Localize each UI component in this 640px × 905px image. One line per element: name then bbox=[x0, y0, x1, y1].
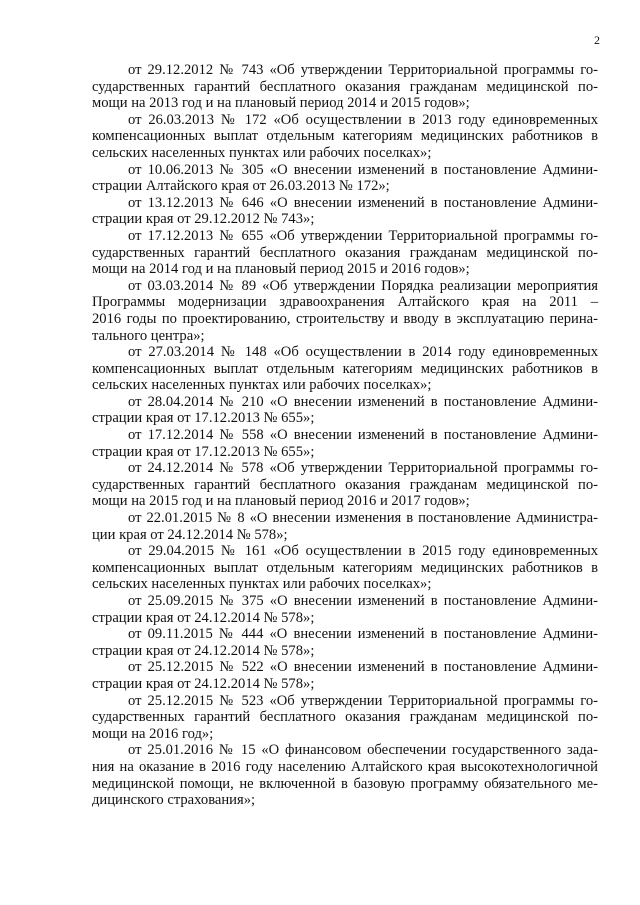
entry-line: компенсационных выплат отдельным категориям медицинских работников в bbox=[92, 360, 598, 377]
decree-entry bbox=[92, 162, 598, 195]
entry-line: от 28.04.2014 № 210 «О внесении изменений в постановление Админи- bbox=[128, 393, 598, 410]
entry-line: от 25.12.2015 № 523 «Об утверждении Территориальной программы го- bbox=[128, 692, 598, 709]
entry-line: сельских населенных пунктах или рабочих поселках»; bbox=[92, 576, 432, 593]
decree-entry bbox=[92, 659, 598, 692]
decree-entry bbox=[92, 510, 598, 543]
entry-line: от 13.12.2013 № 646 «О внесении изменений в постановление Админи- bbox=[128, 194, 598, 211]
entry-line: медицинской помощи, не включенной в базовую программу обязательного ме- bbox=[92, 775, 598, 792]
decree-entry bbox=[92, 693, 598, 743]
entry-line: сельских населенных пунктах или рабочих поселках»; bbox=[92, 377, 432, 394]
entry-line: страции края от 29.12.2012 № 743»; bbox=[92, 211, 315, 228]
entry-line: от 22.01.2015 № 8 «О внесении изменения в постановление Администра- bbox=[128, 510, 598, 527]
entry-line: от 29.12.2012 № 743 «Об утверждении Территориальной программы го- bbox=[128, 62, 598, 78]
decree-entry bbox=[92, 460, 598, 510]
document-body bbox=[92, 62, 598, 809]
entry-line: от 17.12.2013 № 655 «Об утверждении Территориальной программы го- bbox=[128, 227, 598, 244]
entry-line: мощи на 2014 год и на плановый период 2015 и 2016 годов»; bbox=[92, 261, 470, 278]
entry-line: от 25.12.2015 № 522 «О внесении изменений в постановление Админи- bbox=[128, 659, 598, 676]
entry-line: мощи на 2016 год»; bbox=[92, 725, 214, 742]
decree-entry bbox=[92, 278, 598, 344]
entry-line: страции края от 17.12.2013 № 655»; bbox=[92, 443, 315, 460]
entry-line: сельских населенных пунктах или рабочих поселках»; bbox=[92, 144, 432, 161]
entry-line: ции края от 24.12.2014 № 578»; bbox=[92, 526, 288, 543]
entry-line: компенсационных выплат отдельным категориям медицинских работников в bbox=[92, 559, 598, 576]
entry-line: от 25.09.2015 № 375 «О внесении изменений в постановление Админи- bbox=[128, 593, 598, 609]
decree-entry bbox=[92, 62, 598, 112]
decree-entry bbox=[92, 195, 598, 228]
entry-line: страции края от 17.12.2013 № 655»; bbox=[92, 410, 315, 427]
page-number: 2 bbox=[594, 33, 600, 47]
entry-line: от 29.04.2015 № 161 «Об осуществлении в 2015 году единовременных bbox=[128, 543, 598, 560]
entry-line: от 10.06.2013 № 305 «О внесении изменений в постановление Админи- bbox=[128, 161, 598, 178]
entry-line: страции края от 24.12.2014 № 578»; bbox=[92, 675, 315, 692]
decree-entry bbox=[92, 228, 598, 278]
entry-line: страции Алтайского края от 26.03.2013 № 172»; bbox=[92, 178, 390, 195]
entry-line: ния на оказание в 2016 году населению Алтайского края высокотехнологичной bbox=[92, 758, 598, 775]
entry-line: от 27.03.2014 № 148 «Об осуществлении в 2014 году единовременных bbox=[128, 344, 598, 361]
entry-line: Программы модернизации здравоохранения Алтайского края на 2011 – bbox=[92, 294, 598, 311]
entry-line: от 03.03.2014 № 89 «Об утверждении Порядка реализации мероприятия bbox=[128, 277, 598, 294]
entry-line: от 17.12.2014 № 558 «О внесении изменений в постановление Админи- bbox=[128, 427, 598, 444]
decree-entry bbox=[92, 112, 598, 162]
entry-line: компенсационных выплат отдельным категориям медицинских работников в bbox=[92, 128, 598, 145]
entry-line: страции края от 24.12.2014 № 578»; bbox=[92, 642, 315, 659]
decree-entry bbox=[92, 394, 598, 427]
decree-entry bbox=[92, 344, 598, 394]
decree-entry bbox=[92, 742, 598, 808]
entry-line: сударственных гарантий бесплатного оказания гражданам медицинской по- bbox=[92, 78, 598, 95]
entry-line: от 09.11.2015 № 444 «О внесении изменений в постановление Админи- bbox=[128, 626, 598, 643]
entry-line: сударственных гарантий бесплатного оказания гражданам медицинской по- bbox=[92, 709, 598, 726]
entry-line: мощи на 2013 год и на плановый период 2014 и 2015 годов»; bbox=[92, 95, 470, 112]
decree-entry bbox=[92, 427, 598, 460]
entry-line: мощи на 2015 год и на плановый период 2016 и 2017 годов»; bbox=[92, 493, 470, 510]
decree-entry bbox=[92, 543, 598, 593]
entry-line: сударственных гарантий бесплатного оказания гражданам медицинской по- bbox=[92, 244, 598, 261]
entry-line: от 26.03.2013 № 172 «Об осуществлении в 2013 году единовременных bbox=[128, 111, 598, 128]
entry-line: от 24.12.2014 № 578 «Об утверждении Территориальной программы го- bbox=[128, 460, 598, 477]
entry-line: от 25.01.2016 № 15 «О финансовом обеспечении государственного зада- bbox=[128, 742, 598, 759]
entry-line: дицинского страхования»; bbox=[92, 792, 256, 809]
decree-entry bbox=[92, 593, 598, 626]
entry-line: страции края от 24.12.2014 № 578»; bbox=[92, 609, 315, 626]
entry-line: тального центра»; bbox=[92, 327, 205, 344]
entry-line: 2016 годы по проектированию, строительству и вводу в эксплуатацию перина- bbox=[92, 310, 598, 327]
decree-entry bbox=[92, 626, 598, 659]
entry-line: сударственных гарантий бесплатного оказания гражданам медицинской по- bbox=[92, 476, 598, 493]
